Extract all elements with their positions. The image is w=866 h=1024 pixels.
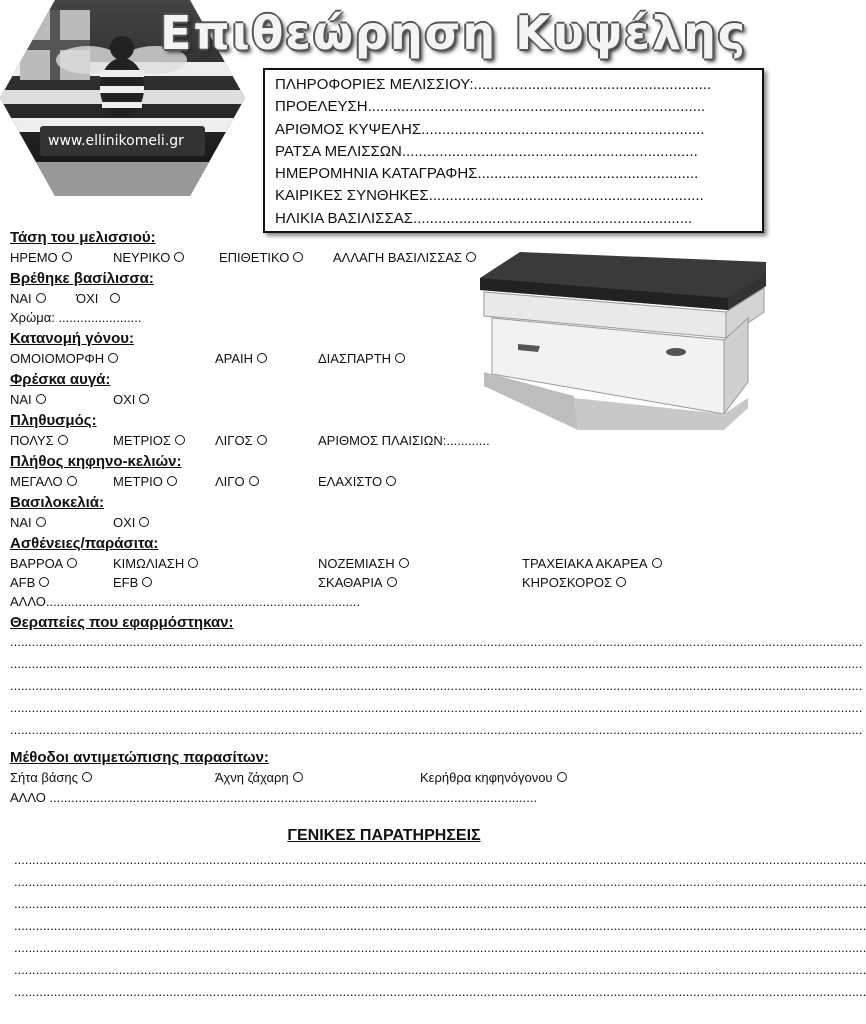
option-label: ΝΟΖΕΜΙΑΣΗ (318, 556, 395, 571)
section-queen-cells-title: Βασιλοκελιά: (10, 494, 105, 511)
radio-circle-icon[interactable] (39, 577, 49, 587)
option-label: ΚΗΡΟΣΚΟΡΟΣ (522, 575, 613, 590)
beehive-illustration (478, 248, 768, 448)
option-screen-board[interactable] (10, 770, 92, 785)
option-label: ΟΜΟΙΟΜΟΡΦΗ (10, 351, 105, 366)
radio-circle-icon[interactable] (36, 394, 46, 404)
queen-color-field[interactable]: Χρώμα: ....................... (10, 310, 142, 325)
remarks-line[interactable]: ............................................................................................................................................................................................................................................ (14, 962, 866, 977)
option-drone-comb[interactable] (420, 770, 567, 785)
radio-circle-icon[interactable] (249, 476, 259, 486)
treatment-line[interactable]: ............................................................................................................................................................................................................................................ (10, 722, 863, 737)
radio-circle-icon[interactable] (188, 558, 198, 568)
option-label: ΔΙΑΣΠΑΡΤΗ (318, 351, 392, 366)
option-label: ΜΕΓΑΛΟ (10, 474, 63, 489)
radio-circle-icon[interactable] (139, 517, 149, 527)
section-drone-cells-title: Πλήθος κηφηνο-κελιών: (10, 453, 182, 470)
section-temperament-title: Τάση του μελισσιού: (10, 229, 156, 246)
option-queen-yes[interactable] (10, 291, 46, 306)
option-drone-few[interactable] (215, 474, 259, 489)
option-label: ΛΙΓΟ (215, 474, 245, 489)
radio-circle-icon[interactable] (399, 558, 409, 568)
option-label: ΌΧΙ (76, 291, 99, 306)
radio-circle-icon[interactable] (293, 772, 303, 782)
option-aggressive[interactable] (219, 250, 303, 265)
option-qcells-no[interactable] (113, 515, 149, 530)
section-eggs-title: Φρέσκα αυγά: (10, 371, 111, 388)
section-treatments-title: Θεραπείες που εφαρμόστηκαν: (10, 614, 234, 631)
option-drone-minimal[interactable] (318, 474, 396, 489)
section-population-title: Πληθυσμός: (10, 412, 97, 429)
beehive-graphic (478, 248, 768, 448)
option-eggs-yes[interactable] (10, 392, 46, 407)
section-methods-title: Μέθοδοι αντιμετώπισης παρασίτων: (10, 749, 269, 766)
section-diseases-title: Ασθένειες/παράσιτα: (10, 535, 159, 552)
option-nervous[interactable] (113, 250, 184, 265)
option-queen-change[interactable] (333, 250, 476, 265)
option-label: Κερήθρα κηφηνόγονου (420, 770, 553, 785)
option-label: ΝΑΙ (10, 515, 32, 530)
radio-circle-icon[interactable] (67, 558, 77, 568)
remarks-line[interactable]: ............................................................................................................................................................................................................................................ (14, 896, 866, 911)
option-calm[interactable] (10, 250, 72, 265)
option-label: ΑΛΛΑΓΗ ΒΑΣΙΛΙΣΣΑΣ (333, 250, 462, 265)
radio-circle-icon[interactable] (557, 772, 567, 782)
option-label: EFB (113, 575, 139, 590)
option-label: ΟΧΙ (113, 515, 136, 530)
radio-circle-icon[interactable] (139, 394, 149, 404)
treatment-line[interactable]: ............................................................................................................................................................................................................................................ (10, 656, 863, 671)
radio-circle-icon[interactable] (257, 353, 267, 363)
option-eggs-no[interactable] (113, 392, 149, 407)
option-label: ΜΕΤΡΙΟ (113, 474, 163, 489)
remarks-line[interactable]: ............................................................................................................................................................................................................................................ (14, 984, 866, 999)
radio-circle-icon[interactable] (386, 476, 396, 486)
option-pop-high[interactable] (10, 433, 68, 448)
info-line-apiary[interactable]: ΠΛΗΡΟΦΟΡΙΕΣ ΜΕΛΙΣΣΙΟΥ:......................................................... (275, 76, 712, 93)
info-line-breed[interactable]: ΡΑΤΣΑ ΜΕΛΙΣΣΩΝ....................................................................... (275, 142, 698, 160)
option-label: ΚΙΜΩΛΙΑΣΗ (113, 556, 185, 571)
info-line-weather[interactable]: ΚΑΙΡΙΚΕΣ ΣΥΝΘΗΚΕΣ.................................................................. (275, 187, 704, 205)
option-label: ΗΡΕΜΟ (10, 250, 58, 265)
radio-circle-icon[interactable] (36, 293, 46, 303)
option-label: ΕΠΙΘΕΤΙΚΟ (219, 250, 290, 265)
option-nosema[interactable] (318, 556, 409, 571)
option-beetles[interactable] (318, 575, 397, 590)
frames-count-field[interactable]: ΑΡΙΘΜΟΣ ΠΛΑΙΣΙΩΝ:............ (318, 433, 490, 448)
radio-circle-icon[interactable] (67, 476, 77, 486)
option-label: ΝΑΙ (10, 392, 32, 407)
option-drone-large[interactable] (10, 474, 77, 489)
option-powdered-sugar[interactable] (215, 770, 303, 785)
option-label: ΟΧΙ (113, 392, 136, 407)
radio-circle-icon[interactable] (36, 517, 46, 527)
remarks-line[interactable]: ............................................................................................................................................................................................................................................ (14, 940, 866, 955)
radio-circle-icon[interactable] (652, 558, 662, 568)
radio-circle-icon[interactable] (616, 577, 626, 587)
option-efb[interactable] (113, 575, 152, 590)
option-label: ΜΕΤΡΙΟΣ (113, 433, 171, 448)
option-drone-medium[interactable] (113, 474, 177, 489)
option-sparse[interactable] (215, 351, 267, 366)
option-label: ΠΟΛΥΣ (10, 433, 54, 448)
option-uniform[interactable] (10, 351, 118, 366)
radio-circle-icon[interactable] (58, 435, 68, 445)
option-pop-medium[interactable] (113, 433, 185, 448)
info-line-date[interactable]: ΗΜΕΡΟΜΗΝΙΑ ΚΑΤΑΓΡΑΦΗΣ..................................................... (275, 165, 699, 183)
option-label: ΕΛΑΧΙΣΤΟ (318, 474, 383, 489)
radio-circle-icon[interactable] (387, 577, 397, 587)
option-qcells-yes[interactable] (10, 515, 46, 530)
option-scattered[interactable] (318, 351, 405, 366)
info-line-origin[interactable]: ΠΡΟΕΛΕΥΣΗ................................................................................. (275, 98, 706, 116)
option-label: Σήτα βάσης (10, 770, 78, 785)
option-queen-no[interactable] (76, 291, 120, 306)
option-afb[interactable] (10, 575, 49, 590)
option-label: ΛΙΓΟΣ (215, 433, 253, 448)
treatment-line[interactable]: ............................................................................................................................................................................................................................................ (10, 678, 863, 693)
treatment-line[interactable]: ............................................................................................................................................................................................................................................ (10, 634, 863, 649)
radio-circle-icon[interactable] (108, 353, 118, 363)
option-label: ΒΑΡΡΟΑ (10, 556, 64, 571)
option-label: ΝΕΥΡΙΚΟ (113, 250, 171, 265)
option-label: ΣΚΑΘΑΡΙΑ (318, 575, 383, 590)
radio-circle-icon[interactable] (167, 476, 177, 486)
radio-circle-icon[interactable] (110, 293, 120, 303)
hive-info-box (263, 68, 764, 233)
methods-other-field[interactable]: ΑΛΛΟ ....................................................................................................................................... (10, 790, 538, 805)
option-label: ΝΑΙ (10, 291, 32, 306)
option-label: Άχνη ζάχαρη (215, 770, 289, 785)
radio-circle-icon[interactable] (257, 435, 267, 445)
treatment-line[interactable]: ............................................................................................................................................................................................................................................ (10, 700, 863, 715)
option-chalkbrood[interactable] (113, 556, 198, 571)
option-tracheal-mites[interactable] (522, 556, 662, 571)
general-remarks-title: ΓΕΝΙΚΕΣ ΠΑΡΑΤΗΡΗΣΕΙΣ (287, 827, 481, 844)
radio-circle-icon[interactable] (82, 772, 92, 782)
option-label: AFB (10, 575, 36, 590)
remarks-line[interactable]: ............................................................................................................................................................................................................................................ (14, 852, 866, 867)
radio-circle-icon[interactable] (175, 435, 185, 445)
diseases-other-field[interactable]: ΑΛΛΟ....................................................................................... (10, 594, 361, 609)
radio-circle-icon[interactable] (293, 252, 303, 262)
option-pop-low[interactable] (215, 433, 267, 448)
section-queen-found-title: Βρέθηκε βασίλισσα: (10, 270, 154, 287)
logo-url: www.ellinikomeli.gr (48, 133, 184, 149)
remarks-line[interactable]: ............................................................................................................................................................................................................................................ (14, 918, 866, 933)
radio-circle-icon[interactable] (142, 577, 152, 587)
radio-circle-icon[interactable] (62, 252, 72, 262)
radio-circle-icon[interactable] (466, 252, 476, 262)
remarks-line[interactable]: ............................................................................................................................................................................................................................................ (14, 874, 866, 889)
option-label: ΤΡΑΧΕΙΑΚΑ ΑΚΑΡΕΑ (522, 556, 648, 571)
radio-circle-icon[interactable] (174, 252, 184, 262)
option-wax-moth[interactable] (522, 575, 626, 590)
radio-circle-icon[interactable] (395, 353, 405, 363)
section-brood-title: Κατανομή γόνου: (10, 330, 134, 347)
info-line-queen-age[interactable]: ΗΛΙΚΙΑ ΒΑΣΙΛΙΣΣΑΣ................................................................... (275, 209, 693, 227)
info-line-hive-number[interactable]: ΑΡΙΘΜΟΣ ΚΥΨΕΛΗΣ.................................................................... (275, 120, 705, 138)
option-varroa[interactable] (10, 556, 77, 571)
option-label: ΑΡΑΙΗ (215, 351, 254, 366)
page-title: Επιθεώρηση Κυψέλης (160, 6, 748, 60)
